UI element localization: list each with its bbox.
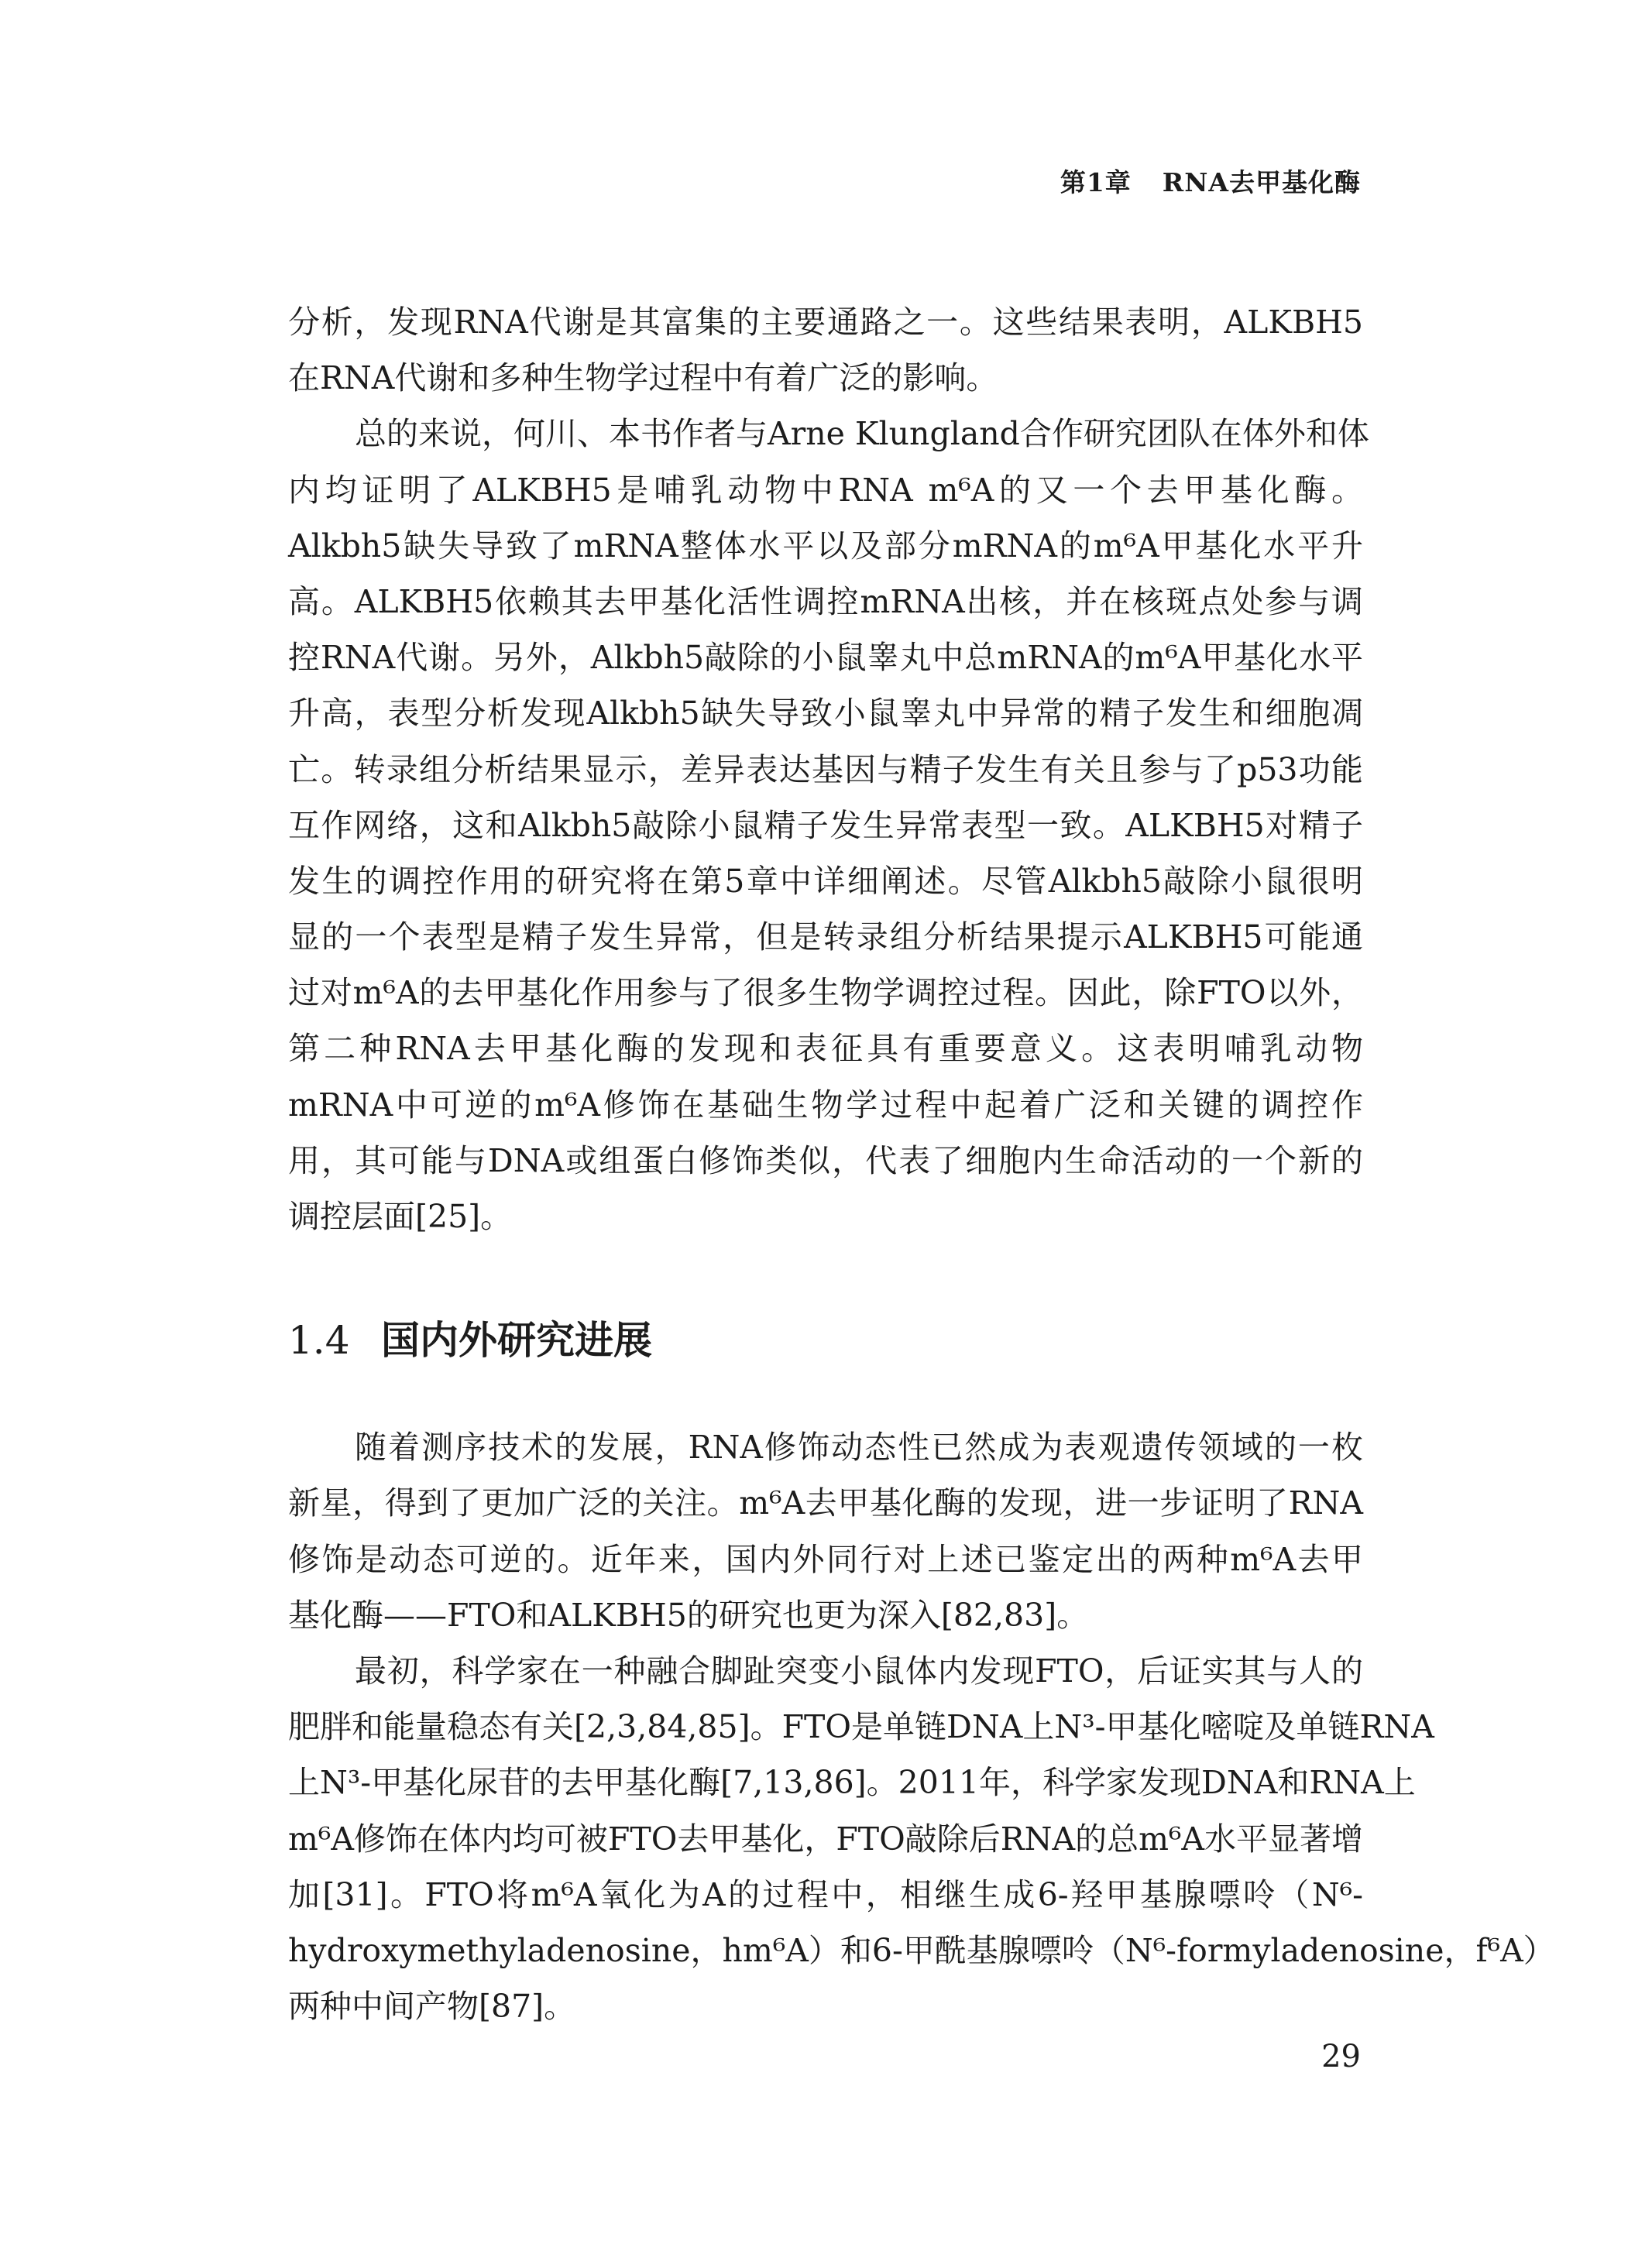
text-line: 在RNA代谢和多种生物学过程中有着广泛的影响。 [288, 359, 998, 397]
paragraph-3 [288, 1419, 1363, 1643]
text-line: m⁶A修饰在体内均可被FTO去甲基化，FTO敲除后RNA的总m⁶A水平显著增 [288, 1820, 1364, 1858]
section-title: 国内外研究进展 [381, 1317, 652, 1364]
running-head-chapter: 第1章 [1060, 167, 1132, 197]
text-line: 新星，得到了更加广泛的关注。m⁶A去甲基化酶的发现，进一步证明了RNA [288, 1484, 1363, 1522]
text-line: 发生的调控作用的研究将在第5章中详细阐述。尽管Alkbh5敲除小鼠很明 [288, 862, 1363, 900]
section-number: 1.4 [288, 1318, 350, 1364]
text-line: 随着测序技术的发展，RNA修饰动态性已然成为表观遗传领域的一枚 [355, 1429, 1363, 1467]
text-line: 上N³-甲基化尿苷的去甲基化酶[7,13,86]。2011年，科学家发现DNA和RNA上 [288, 1764, 1416, 1802]
text-line: 高。ALKBH5依赖其去甲基化活性调控mRNA出核，并在核斑点处参与调 [288, 582, 1363, 620]
text-line: 互作网络，这和Alkbh5敲除小鼠精子发生异常表型一致。ALKBH5对精子 [288, 806, 1363, 844]
text-line: 控RNA代谢。另外，Alkbh5敲除的小鼠睾丸中总mRNA的m⁶A甲基化水平 [288, 639, 1363, 677]
text-line: 基化酶——FTO和ALKBH5的研究也更为深入[82,83]。 [288, 1596, 1089, 1634]
text-line: 用，其可能与DNA或组蛋白修饰类似，代表了细胞内生命活动的一个新的 [288, 1141, 1363, 1179]
text-line: mRNA中可逆的m⁶A修饰在基础生物学过程中起着广泛和关键的调控作 [288, 1086, 1363, 1124]
text-line: 两种中间产物[87]。 [288, 1988, 576, 2026]
text-line: 最初，科学家在一种融合脚趾突变小鼠体内发现FTO，后证实其与人的 [355, 1652, 1363, 1690]
text-line: 显的一个表型是精子发生异常，但是转录组分析结果提示ALKBH5可能通 [288, 918, 1363, 956]
page-number: 29 [1321, 2039, 1361, 2074]
text-line: hydroxymethyladenosine，hm⁶A）和6-甲酰基腺嘌呤（N⁶-formyladenosine，f⁶A） [288, 1931, 1555, 1969]
paragraph-1 [288, 294, 1363, 406]
paragraph-4 [288, 1643, 1555, 2034]
text-line: 加[31]。FTO将m⁶A氧化为A的过程中，相继生成6-羟甲基腺嘌呤（N⁶- [288, 1875, 1363, 1913]
page-body [288, 294, 1555, 2034]
section-heading [288, 1309, 1363, 1371]
text-line: 总的来说，何川、本书作者与Arne Klungland合作研究团队在体外和体 [355, 415, 1369, 453]
paragraph-2 [288, 406, 1369, 1244]
running-head-title: RNA去甲基化酶 [1162, 167, 1361, 197]
running-head [1060, 163, 1361, 199]
text-line: 分析，发现RNA代谢是其富集的主要通路之一。这些结果表明，ALKBH5 [288, 304, 1363, 341]
text-line: 内均证明了ALKBH5是哺乳动物中RNA m⁶A的又一个去甲基化酶。 [288, 471, 1363, 509]
text-line: 第二种RNA去甲基化酶的发现和表征具有重要意义。这表明哺乳动物 [288, 1030, 1363, 1068]
text-line: 过对m⁶A的去甲基化作用参与了很多生物学调控过程。因此，除FTO以外， [288, 974, 1363, 1012]
text-line: 调控层面[25]。 [288, 1198, 513, 1235]
text-line: 亡。转录组分析结果显示，差异表达基因与精子发生有关且参与了p53功能 [288, 750, 1363, 788]
text-line: 修饰是动态可逆的。近年来，国内外同行对上述已鉴定出的两种m⁶A去甲 [288, 1540, 1363, 1578]
text-line: 升高，表型分析发现Alkbh5缺失导致小鼠睾丸中异常的精子发生和细胞凋 [288, 695, 1363, 733]
text-line: Alkbh5缺失导致了mRNA整体水平以及部分mRNA的m⁶A甲基化水平升 [288, 527, 1363, 564]
text-line: 肥胖和能量稳态有关[2,3,84,85]。FTO是单链DNA上N³-甲基化嘧啶及单链RNA [288, 1708, 1434, 1746]
